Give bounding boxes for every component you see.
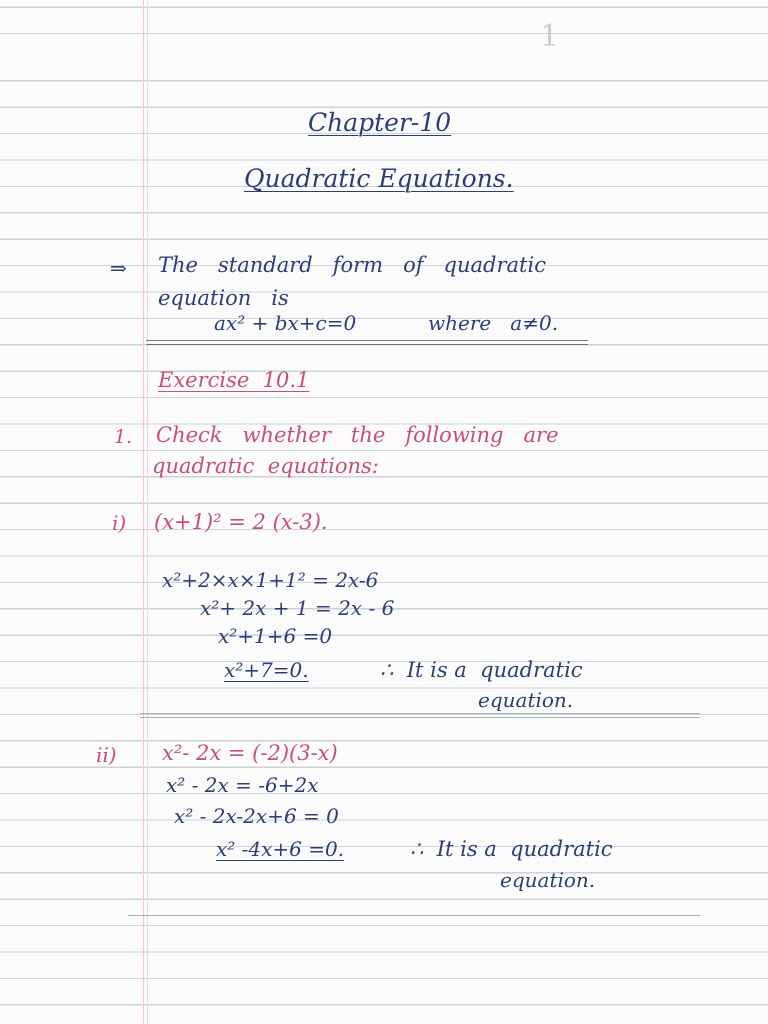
part-ii-step-2: x² - 2x-2x+6 = 0 [174,804,339,828]
chapter-heading: Chapter-10 [308,108,452,137]
part-rule [140,713,700,714]
question-line-1: Check whether the following are [156,423,559,447]
margin-line [143,0,144,1024]
question-number: 1. [114,426,133,448]
question-line-2: quadratic equations: [152,454,379,478]
part-ii-label: ii) [96,743,117,767]
section-rule [146,340,588,341]
margin-line-inner [147,0,148,1024]
part-i-problem: (x+1)² = 2 (x-3). [154,510,328,534]
standard-form-condition: where a≠0. [428,311,559,335]
part-i-step-3: x²+1+6 =0 [218,624,333,648]
exercise-heading: Exercise 10.1 [158,368,310,392]
part-ii-conclusion-line-2: equation. [500,868,596,892]
standard-form-formula: ax² + bx+c=0 [214,311,357,335]
part-rule [140,717,700,718]
part-i-conclusion-line-2: equation. [478,688,574,712]
page-number: 1 [540,19,560,54]
part-i-step-1: x²+2×x×1+1² = 2x-6 [162,568,379,592]
arrow-icon: ⇒ [110,256,127,280]
chapter-title: Quadratic Equations. [244,164,514,193]
part-ii-step-1: x² - 2x = -6+2x [166,773,319,797]
section-rule [146,344,588,345]
part-ii-conclusion-line-1: ∴ It is a quadratic [410,837,613,861]
part-ii-step-3: x² -4x+6 =0. [216,837,345,861]
part-i-step-2: x²+ 2x + 1 = 2x - 6 [200,596,395,620]
part-i-conclusion-line-1: ∴ It is a quadratic [380,658,583,682]
part-ii-problem: x²- 2x = (-2)(3-x) [162,741,338,765]
part-rule [128,915,700,916]
intro-line-2: equation is [158,286,289,310]
intro-line-1: The standard form of quadratic [158,253,546,277]
part-i-step-4: x²+7=0. [224,658,309,682]
part-i-label: i) [112,511,127,535]
